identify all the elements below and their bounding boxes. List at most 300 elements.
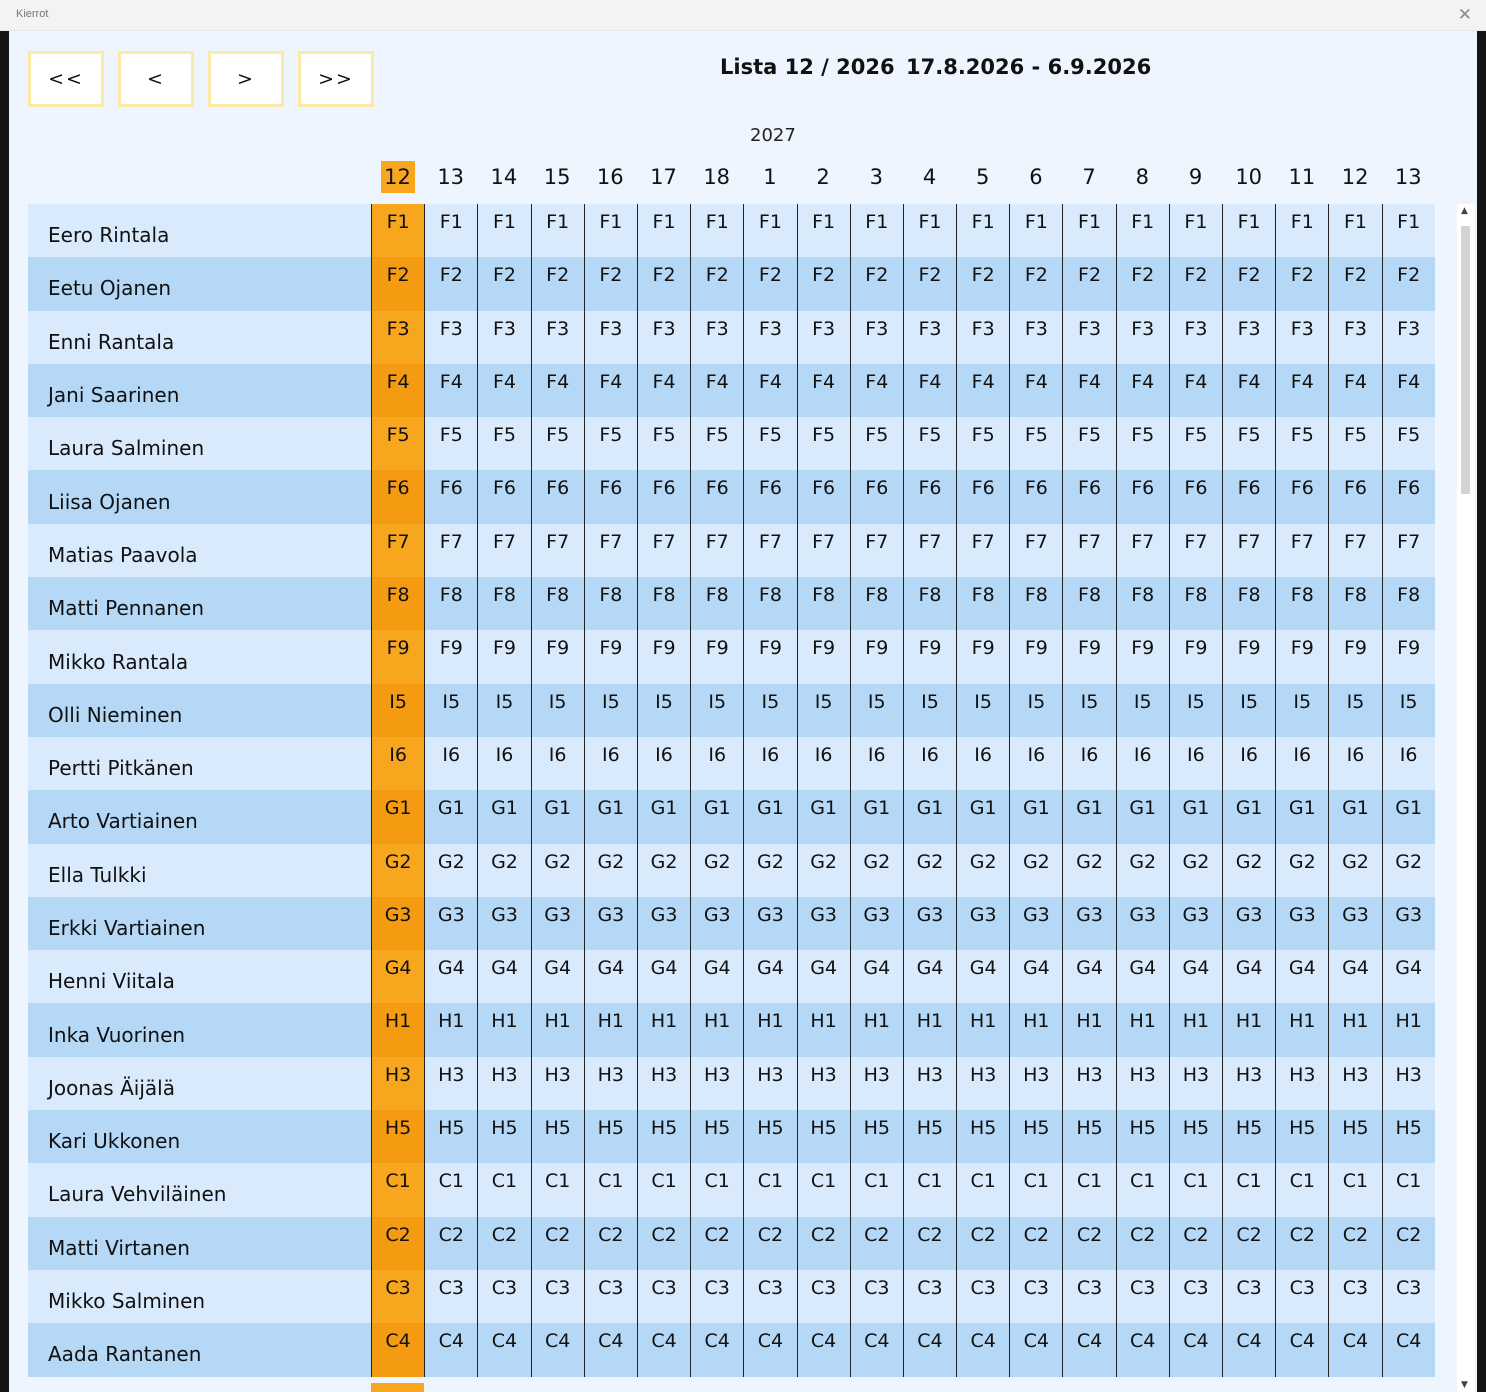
shift-cell[interactable]: F1 <box>956 204 1009 257</box>
shift-cell[interactable]: F2 <box>1116 257 1169 310</box>
shift-cell[interactable]: G1 <box>1062 790 1115 843</box>
shift-cell[interactable]: G4 <box>1222 950 1275 1003</box>
shift-cell[interactable]: F1 <box>1222 204 1275 257</box>
shift-cell[interactable]: H3 <box>637 1057 690 1110</box>
shift-cell[interactable]: F6 <box>1009 470 1062 523</box>
shift-cell[interactable]: F1 <box>797 204 850 257</box>
shift-cell[interactable]: G3 <box>1169 897 1222 950</box>
shift-cell[interactable]: I6 <box>371 737 424 790</box>
shift-cell[interactable]: C3 <box>956 1270 1009 1323</box>
shift-cell[interactable]: F9 <box>424 630 477 683</box>
shift-cell[interactable]: H1 <box>903 1003 956 1056</box>
table-row[interactable] <box>28 684 1435 737</box>
shift-cell[interactable]: F3 <box>1116 311 1169 364</box>
table-row[interactable] <box>28 950 1435 1003</box>
shift-cell[interactable]: G4 <box>797 950 850 1003</box>
shift-cell[interactable]: C4 <box>1062 1323 1115 1376</box>
shift-cell[interactable]: G4 <box>371 950 424 1003</box>
shift-cell[interactable]: C3 <box>690 1270 743 1323</box>
shift-cell[interactable]: G1 <box>850 790 903 843</box>
shift-cell[interactable]: H3 <box>424 1057 477 1110</box>
shift-cell[interactable]: F8 <box>743 577 796 630</box>
shift-cell[interactable]: H5 <box>956 1110 1009 1163</box>
shift-cell[interactable]: H3 <box>477 1057 530 1110</box>
shift-cell[interactable]: F3 <box>1328 311 1381 364</box>
shift-cell[interactable]: G1 <box>1275 790 1328 843</box>
shift-cell[interactable]: H1 <box>690 1003 743 1056</box>
shift-cell[interactable]: I5 <box>1222 684 1275 737</box>
shift-cell[interactable]: H3 <box>1116 1057 1169 1110</box>
shift-cell[interactable]: G1 <box>584 790 637 843</box>
shift-cell[interactable]: C1 <box>1222 1163 1275 1216</box>
table-row[interactable] <box>28 204 1435 257</box>
shift-cell[interactable]: I6 <box>1328 737 1381 790</box>
shift-cell[interactable]: H1 <box>1062 1003 1115 1056</box>
shift-cell[interactable]: F7 <box>1062 524 1115 577</box>
shift-cell[interactable]: F8 <box>903 577 956 630</box>
shift-cell[interactable]: F4 <box>1116 364 1169 417</box>
shift-cell[interactable]: F2 <box>850 257 903 310</box>
shift-cell[interactable]: F4 <box>584 364 637 417</box>
shift-cell[interactable]: F5 <box>1222 417 1275 470</box>
shift-cell[interactable]: F4 <box>1169 364 1222 417</box>
shift-cell[interactable]: H5 <box>531 1110 584 1163</box>
shift-cell[interactable]: F8 <box>477 577 530 630</box>
shift-cell[interactable]: F5 <box>584 417 637 470</box>
shift-cell[interactable]: F4 <box>424 364 477 417</box>
scroll-down-icon[interactable]: ▼ <box>1461 1380 1468 1390</box>
scrollbar-thumb[interactable] <box>1461 226 1470 494</box>
shift-cell[interactable]: F4 <box>956 364 1009 417</box>
shift-cell[interactable]: H3 <box>956 1057 1009 1110</box>
shift-cell[interactable]: F6 <box>1275 470 1328 523</box>
shift-cell[interactable]: F4 <box>1382 364 1435 417</box>
shift-cell[interactable]: H1 <box>743 1003 796 1056</box>
shift-cell[interactable]: G2 <box>956 844 1009 897</box>
shift-cell[interactable]: C3 <box>1009 1270 1062 1323</box>
shift-cell[interactable]: C1 <box>850 1163 903 1216</box>
shift-cell[interactable]: C2 <box>1169 1217 1222 1270</box>
shift-cell[interactable]: H1 <box>584 1003 637 1056</box>
shift-cell[interactable]: C1 <box>743 1163 796 1216</box>
table-row[interactable] <box>28 1217 1435 1270</box>
shift-cell[interactable]: F6 <box>1062 470 1115 523</box>
shift-cell[interactable]: I5 <box>1116 684 1169 737</box>
shift-cell[interactable]: H5 <box>743 1110 796 1163</box>
shift-cell[interactable]: F7 <box>1275 524 1328 577</box>
shift-cell[interactable]: C3 <box>1222 1270 1275 1323</box>
shift-cell[interactable]: F2 <box>424 257 477 310</box>
shift-cell[interactable]: H3 <box>690 1057 743 1110</box>
shift-cell[interactable]: F9 <box>956 630 1009 683</box>
shift-cell[interactable]: C4 <box>1116 1323 1169 1376</box>
shift-cell[interactable]: C3 <box>1169 1270 1222 1323</box>
shift-cell[interactable]: I5 <box>1009 684 1062 737</box>
shift-cell[interactable]: G3 <box>424 897 477 950</box>
next-page-button[interactable]: > <box>208 51 284 107</box>
shift-cell[interactable]: H3 <box>1169 1057 1222 1110</box>
shift-cell[interactable]: F2 <box>1275 257 1328 310</box>
shift-cell[interactable]: F6 <box>424 470 477 523</box>
shift-cell[interactable]: F3 <box>1275 311 1328 364</box>
shift-cell[interactable]: G4 <box>424 950 477 1003</box>
shift-cell[interactable]: I5 <box>743 684 796 737</box>
shift-cell[interactable]: F2 <box>477 257 530 310</box>
shift-cell[interactable]: F3 <box>584 311 637 364</box>
shift-cell[interactable]: C1 <box>1116 1163 1169 1216</box>
shift-cell[interactable]: H1 <box>850 1003 903 1056</box>
shift-cell[interactable]: F6 <box>1169 470 1222 523</box>
shift-cell[interactable]: H1 <box>797 1003 850 1056</box>
shift-cell[interactable]: G3 <box>477 897 530 950</box>
shift-cell[interactable]: F8 <box>1328 577 1381 630</box>
shift-cell[interactable]: F1 <box>850 204 903 257</box>
shift-cell[interactable]: F5 <box>1116 417 1169 470</box>
table-row[interactable] <box>28 1323 1435 1376</box>
shift-cell[interactable]: C1 <box>1382 1163 1435 1216</box>
shift-cell[interactable]: H3 <box>1275 1057 1328 1110</box>
shift-cell[interactable]: F6 <box>1116 470 1169 523</box>
shift-cell[interactable]: H1 <box>477 1003 530 1056</box>
shift-cell[interactable]: G2 <box>371 844 424 897</box>
shift-cell[interactable]: F9 <box>371 630 424 683</box>
shift-cell[interactable]: C1 <box>424 1163 477 1216</box>
shift-cell[interactable]: F7 <box>371 524 424 577</box>
shift-cell[interactable]: I6 <box>797 737 850 790</box>
shift-cell[interactable]: F1 <box>1169 204 1222 257</box>
shift-cell[interactable]: I5 <box>1382 684 1435 737</box>
shift-cell[interactable]: C3 <box>1062 1270 1115 1323</box>
shift-cell[interactable]: F7 <box>743 524 796 577</box>
shift-cell[interactable]: F8 <box>637 577 690 630</box>
shift-cell[interactable]: I5 <box>637 684 690 737</box>
shift-cell[interactable]: F6 <box>531 470 584 523</box>
shift-cell[interactable]: G2 <box>903 844 956 897</box>
shift-cell[interactable]: I6 <box>690 737 743 790</box>
shift-cell[interactable]: F9 <box>1275 630 1328 683</box>
shift-cell[interactable]: C1 <box>1009 1163 1062 1216</box>
shift-cell[interactable]: F9 <box>531 630 584 683</box>
shift-cell[interactable]: F5 <box>371 417 424 470</box>
shift-cell[interactable]: F9 <box>850 630 903 683</box>
shift-cell[interactable]: C4 <box>531 1323 584 1376</box>
shift-cell[interactable]: G2 <box>1275 844 1328 897</box>
shift-cell[interactable]: F1 <box>477 204 530 257</box>
shift-cell[interactable]: F8 <box>1116 577 1169 630</box>
shift-cell[interactable]: F2 <box>1328 257 1381 310</box>
shift-cell[interactable]: F5 <box>477 417 530 470</box>
shift-cell[interactable]: I5 <box>850 684 903 737</box>
shift-cell[interactable]: I5 <box>690 684 743 737</box>
shift-cell[interactable]: G3 <box>797 897 850 950</box>
shift-cell[interactable]: F1 <box>1116 204 1169 257</box>
shift-cell[interactable]: F9 <box>1116 630 1169 683</box>
shift-cell[interactable]: C4 <box>424 1323 477 1376</box>
shift-cell[interactable]: F7 <box>690 524 743 577</box>
table-row[interactable] <box>28 311 1435 364</box>
shift-cell[interactable]: C2 <box>1009 1217 1062 1270</box>
shift-cell[interactable]: C3 <box>1116 1270 1169 1323</box>
shift-cell[interactable]: G3 <box>1222 897 1275 950</box>
shift-cell[interactable]: F3 <box>850 311 903 364</box>
shift-cell[interactable]: F6 <box>850 470 903 523</box>
shift-cell[interactable]: G2 <box>584 844 637 897</box>
shift-cell[interactable]: C2 <box>903 1217 956 1270</box>
table-row[interactable] <box>28 1057 1435 1110</box>
shift-cell[interactable]: F1 <box>1009 204 1062 257</box>
shift-cell[interactable]: F8 <box>850 577 903 630</box>
shift-cell[interactable]: F2 <box>743 257 796 310</box>
shift-cell[interactable]: G3 <box>584 897 637 950</box>
shift-cell[interactable]: F7 <box>477 524 530 577</box>
table-row[interactable] <box>28 524 1435 577</box>
shift-cell[interactable]: H5 <box>584 1110 637 1163</box>
shift-cell[interactable]: G2 <box>1222 844 1275 897</box>
shift-cell[interactable]: G3 <box>1275 897 1328 950</box>
shift-cell[interactable]: C4 <box>690 1323 743 1376</box>
scroll-up-icon[interactable]: ▲ <box>1461 206 1468 216</box>
shift-cell[interactable]: I5 <box>424 684 477 737</box>
table-row[interactable] <box>28 1163 1435 1216</box>
shift-cell[interactable]: G1 <box>371 790 424 843</box>
shift-cell[interactable]: F4 <box>1222 364 1275 417</box>
shift-cell[interactable]: H5 <box>477 1110 530 1163</box>
shift-cell[interactable]: F2 <box>956 257 1009 310</box>
shift-cell[interactable]: F5 <box>1169 417 1222 470</box>
shift-cell[interactable]: I6 <box>584 737 637 790</box>
shift-cell[interactable]: C4 <box>1222 1323 1275 1376</box>
shift-cell[interactable]: C1 <box>1328 1163 1381 1216</box>
shift-cell[interactable]: F2 <box>1062 257 1115 310</box>
shift-cell[interactable]: F2 <box>1009 257 1062 310</box>
shift-cell[interactable]: G4 <box>956 950 1009 1003</box>
shift-cell[interactable]: C4 <box>797 1323 850 1376</box>
shift-cell[interactable]: C4 <box>584 1323 637 1376</box>
shift-cell[interactable]: I5 <box>477 684 530 737</box>
shift-cell[interactable]: F2 <box>1222 257 1275 310</box>
shift-cell[interactable]: G3 <box>1382 897 1435 950</box>
shift-cell[interactable]: G4 <box>1169 950 1222 1003</box>
shift-cell[interactable]: C4 <box>1009 1323 1062 1376</box>
shift-cell[interactable]: I5 <box>903 684 956 737</box>
shift-cell[interactable]: H5 <box>1275 1110 1328 1163</box>
shift-cell[interactable]: F4 <box>1062 364 1115 417</box>
shift-cell[interactable]: F5 <box>1062 417 1115 470</box>
shift-cell[interactable]: I6 <box>1169 737 1222 790</box>
shift-cell[interactable]: H3 <box>743 1057 796 1110</box>
shift-cell[interactable]: C2 <box>743 1217 796 1270</box>
shift-cell[interactable]: C3 <box>850 1270 903 1323</box>
shift-cell[interactable]: H3 <box>850 1057 903 1110</box>
shift-cell[interactable]: I6 <box>637 737 690 790</box>
table-row[interactable] <box>28 577 1435 630</box>
shift-cell[interactable]: F8 <box>1062 577 1115 630</box>
shift-cell[interactable]: H5 <box>1169 1110 1222 1163</box>
shift-cell[interactable]: F6 <box>371 470 424 523</box>
shift-cell[interactable]: C3 <box>1328 1270 1381 1323</box>
shift-cell[interactable]: H3 <box>903 1057 956 1110</box>
shift-cell[interactable]: I6 <box>531 737 584 790</box>
shift-cell[interactable]: F8 <box>797 577 850 630</box>
table-row[interactable] <box>28 364 1435 417</box>
shift-cell[interactable]: H5 <box>1116 1110 1169 1163</box>
shift-cell[interactable]: H5 <box>690 1110 743 1163</box>
shift-cell[interactable]: G1 <box>903 790 956 843</box>
shift-cell[interactable]: F6 <box>477 470 530 523</box>
shift-cell[interactable]: C2 <box>584 1217 637 1270</box>
shift-cell[interactable]: F6 <box>1382 470 1435 523</box>
shift-cell[interactable]: C1 <box>584 1163 637 1216</box>
shift-cell[interactable]: C4 <box>477 1323 530 1376</box>
shift-cell[interactable]: G2 <box>1009 844 1062 897</box>
shift-cell[interactable]: C4 <box>850 1323 903 1376</box>
shift-cell[interactable]: H5 <box>850 1110 903 1163</box>
shift-cell[interactable]: F7 <box>1116 524 1169 577</box>
vertical-scrollbar[interactable] <box>1457 204 1475 1392</box>
shift-cell[interactable]: H5 <box>903 1110 956 1163</box>
shift-cell[interactable]: G1 <box>1222 790 1275 843</box>
shift-cell[interactable]: C2 <box>690 1217 743 1270</box>
table-row[interactable] <box>28 1110 1435 1163</box>
shift-cell[interactable]: C2 <box>1328 1217 1381 1270</box>
shift-cell[interactable]: F9 <box>797 630 850 683</box>
shift-cell[interactable]: F7 <box>1169 524 1222 577</box>
shift-cell[interactable]: H1 <box>1169 1003 1222 1056</box>
shift-cell[interactable]: F9 <box>690 630 743 683</box>
shift-cell[interactable]: I6 <box>903 737 956 790</box>
shift-cell[interactable]: H5 <box>1328 1110 1381 1163</box>
shift-cell[interactable]: G3 <box>690 897 743 950</box>
shift-cell[interactable]: F2 <box>690 257 743 310</box>
shift-cell[interactable]: F3 <box>743 311 796 364</box>
shift-cell[interactable]: C1 <box>531 1163 584 1216</box>
shift-cell[interactable]: C2 <box>637 1217 690 1270</box>
shift-cell[interactable]: C4 <box>1382 1323 1435 1376</box>
shift-cell[interactable]: F3 <box>1222 311 1275 364</box>
shift-cell[interactable]: H1 <box>1328 1003 1381 1056</box>
shift-cell[interactable]: F3 <box>903 311 956 364</box>
shift-cell[interactable]: F6 <box>584 470 637 523</box>
shift-cell[interactable]: F8 <box>584 577 637 630</box>
shift-cell[interactable]: H3 <box>1328 1057 1381 1110</box>
shift-cell[interactable]: I5 <box>531 684 584 737</box>
shift-cell[interactable]: G3 <box>371 897 424 950</box>
shift-cell[interactable]: F1 <box>903 204 956 257</box>
shift-cell[interactable]: F8 <box>1169 577 1222 630</box>
shift-cell[interactable]: F1 <box>531 204 584 257</box>
shift-cell[interactable]: G2 <box>1328 844 1381 897</box>
shift-cell[interactable]: C1 <box>637 1163 690 1216</box>
shift-cell[interactable]: G3 <box>637 897 690 950</box>
shift-cell[interactable]: I6 <box>1382 737 1435 790</box>
shift-cell[interactable]: G2 <box>797 844 850 897</box>
shift-cell[interactable]: F5 <box>424 417 477 470</box>
shift-cell[interactable]: F6 <box>1222 470 1275 523</box>
table-row[interactable] <box>28 844 1435 897</box>
table-row[interactable] <box>28 897 1435 950</box>
shift-cell[interactable]: G2 <box>1382 844 1435 897</box>
shift-cell[interactable]: C3 <box>903 1270 956 1323</box>
shift-cell[interactable]: F5 <box>531 417 584 470</box>
shift-cell[interactable]: G1 <box>637 790 690 843</box>
shift-cell[interactable]: F8 <box>1382 577 1435 630</box>
shift-cell[interactable]: H3 <box>371 1057 424 1110</box>
table-row[interactable] <box>28 630 1435 683</box>
shift-cell[interactable]: G1 <box>477 790 530 843</box>
shift-cell[interactable]: F4 <box>743 364 796 417</box>
shift-cell[interactable]: F5 <box>1275 417 1328 470</box>
shift-cell[interactable]: F5 <box>1382 417 1435 470</box>
shift-cell[interactable]: H1 <box>1382 1003 1435 1056</box>
shift-cell[interactable]: F8 <box>1009 577 1062 630</box>
shift-cell[interactable]: C3 <box>531 1270 584 1323</box>
shift-cell[interactable]: F1 <box>637 204 690 257</box>
shift-cell[interactable]: F7 <box>850 524 903 577</box>
shift-cell[interactable]: G3 <box>1328 897 1381 950</box>
shift-cell[interactable]: F4 <box>637 364 690 417</box>
shift-cell[interactable]: F9 <box>1382 630 1435 683</box>
shift-cell[interactable]: C3 <box>477 1270 530 1323</box>
table-row[interactable] <box>28 1003 1435 1056</box>
shift-cell[interactable]: F8 <box>1275 577 1328 630</box>
shift-cell[interactable]: I6 <box>1116 737 1169 790</box>
shift-cell[interactable]: F5 <box>690 417 743 470</box>
shift-cell[interactable]: F7 <box>637 524 690 577</box>
last-page-button[interactable]: >> <box>298 51 374 107</box>
shift-cell[interactable]: C1 <box>1275 1163 1328 1216</box>
shift-cell[interactable]: F7 <box>1009 524 1062 577</box>
shift-cell[interactable]: F6 <box>690 470 743 523</box>
shift-cell[interactable]: I5 <box>1275 684 1328 737</box>
shift-cell[interactable]: F9 <box>1222 630 1275 683</box>
shift-cell[interactable]: C4 <box>1169 1323 1222 1376</box>
shift-cell[interactable]: G2 <box>531 844 584 897</box>
shift-cell[interactable]: F2 <box>797 257 850 310</box>
shift-cell[interactable]: C1 <box>956 1163 1009 1216</box>
shift-cell[interactable]: F9 <box>477 630 530 683</box>
shift-cell[interactable]: G4 <box>531 950 584 1003</box>
shift-cell[interactable]: G4 <box>637 950 690 1003</box>
shift-cell[interactable]: F9 <box>1062 630 1115 683</box>
shift-cell[interactable]: G4 <box>477 950 530 1003</box>
shift-cell[interactable]: G1 <box>1382 790 1435 843</box>
shift-cell[interactable]: G1 <box>531 790 584 843</box>
shift-cell[interactable]: F3 <box>424 311 477 364</box>
shift-cell[interactable]: F1 <box>1328 204 1381 257</box>
shift-cell[interactable]: H1 <box>1222 1003 1275 1056</box>
shift-cell[interactable]: C1 <box>1169 1163 1222 1216</box>
shift-cell[interactable]: H1 <box>637 1003 690 1056</box>
shift-cell[interactable]: F7 <box>584 524 637 577</box>
shift-cell[interactable]: F3 <box>797 311 850 364</box>
previous-page-button[interactable]: < <box>118 51 194 107</box>
shift-cell[interactable]: F3 <box>637 311 690 364</box>
shift-cell[interactable]: F4 <box>797 364 850 417</box>
shift-cell[interactable]: F5 <box>1009 417 1062 470</box>
shift-cell[interactable]: F5 <box>956 417 1009 470</box>
shift-cell[interactable]: G1 <box>1169 790 1222 843</box>
shift-cell[interactable]: F4 <box>1009 364 1062 417</box>
shift-cell[interactable]: H5 <box>424 1110 477 1163</box>
shift-cell[interactable]: C1 <box>690 1163 743 1216</box>
shift-cell[interactable]: G3 <box>1116 897 1169 950</box>
shift-cell[interactable]: C2 <box>1222 1217 1275 1270</box>
shift-cell[interactable]: F9 <box>1169 630 1222 683</box>
shift-cell[interactable]: C4 <box>1328 1323 1381 1376</box>
shift-cell[interactable]: C2 <box>371 1217 424 1270</box>
shift-cell[interactable]: F5 <box>743 417 796 470</box>
shift-cell[interactable]: F8 <box>956 577 1009 630</box>
